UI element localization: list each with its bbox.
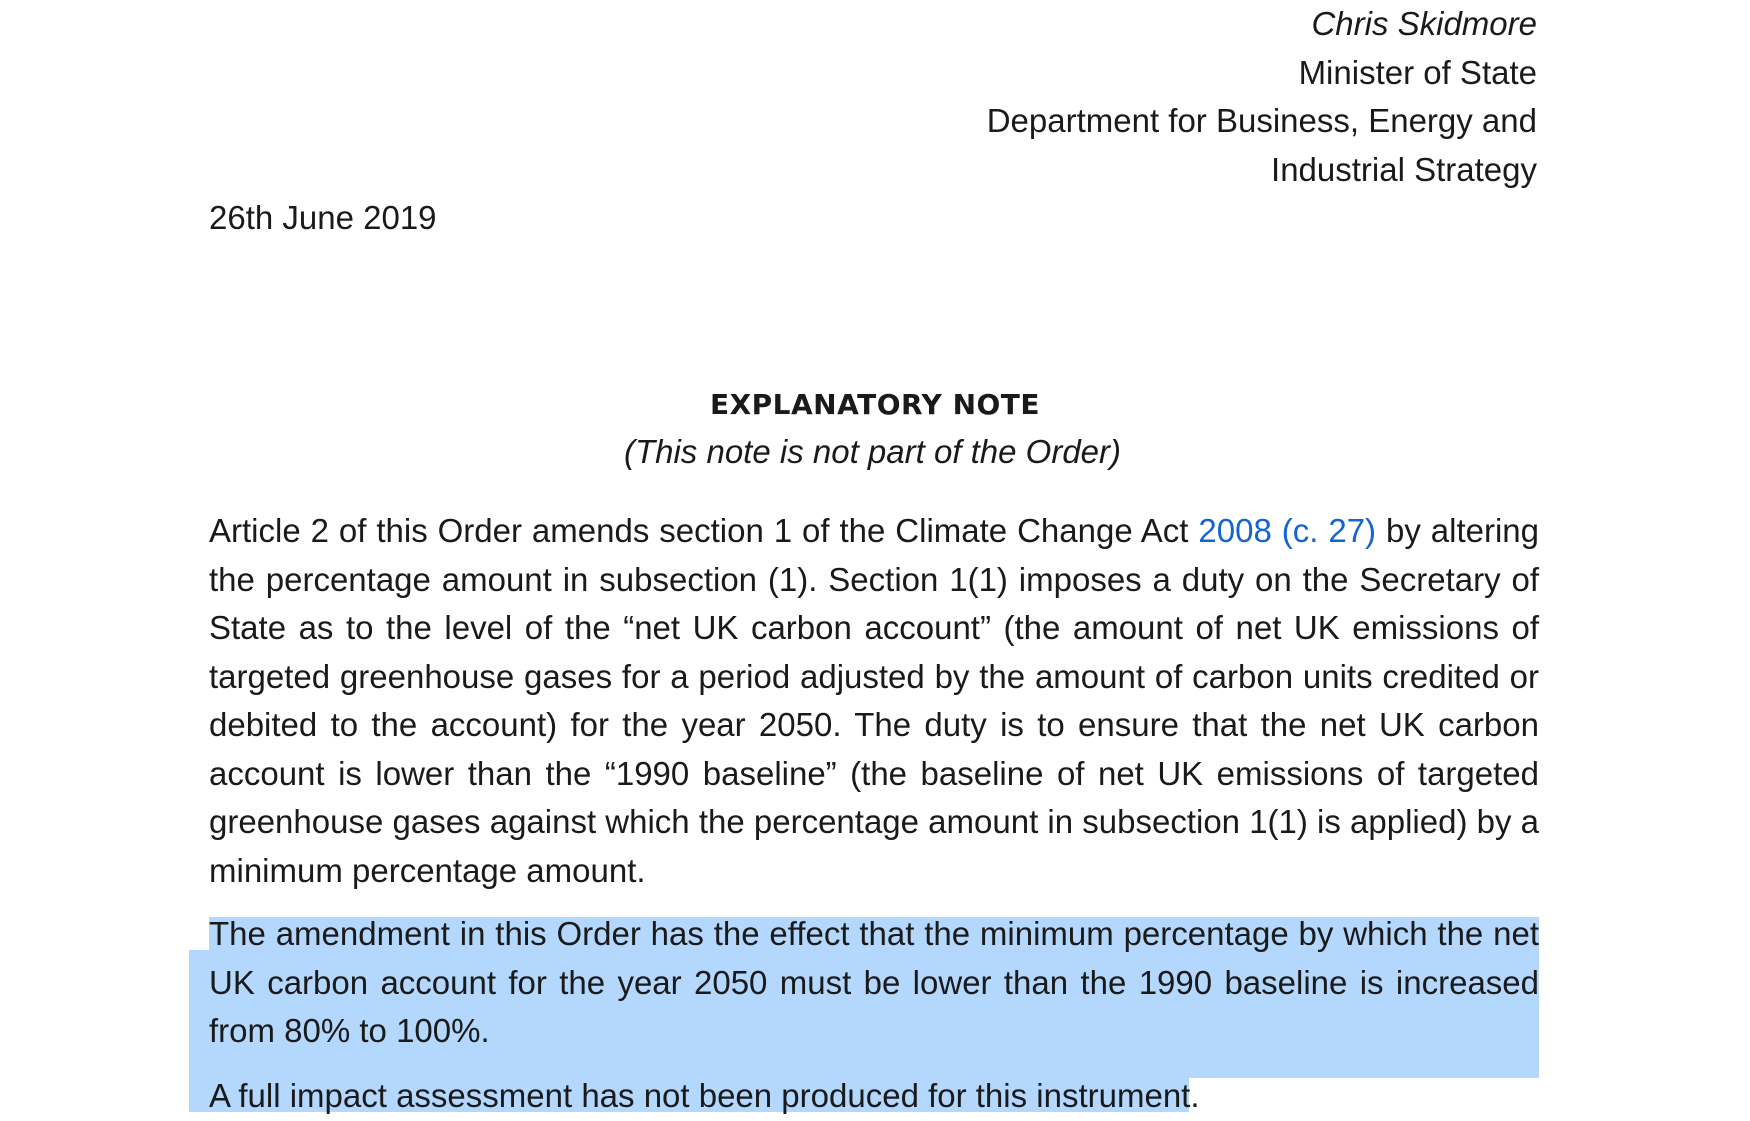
signatory-name: Chris Skidmore [1311,5,1537,42]
paragraph-article-2 [209,507,1539,895]
explanatory-note-subheading: (This note is not part of the Order) [623,433,1122,470]
document-date: 26th June 2019 [209,199,437,236]
signatory-role: Minister of State [1298,53,1537,91]
paragraph-amendment-effect[interactable]: The amendment in this Order has the effect that the minimum percentage by which the net UK carbon account for the year 2050 must be lower than the 1990 baseline is increased from 80% to 100%. [209,915,1539,1049]
signature-block [737,0,1537,194]
paragraph-impact-assessment[interactable]: A full impact assessment has not been produced for this instrument. [209,1077,1200,1114]
paragraph-text: by altering the percentage amount in subsection (1). Section 1(1) imposes a duty on the Secretary of State as to the level of the “net UK carbon account” (the amount of net UK emissions of targeted greenhouse gases for a period adjusted by the amount of carbon units credited or debited to the account) for the year 2050. The duty is to ensure that the net UK carbon account is lower than the “1990 baseline” (the baseline of net UK emissions of targeted greenhouse gases against which the percentage amount in subsection 1(1) is applied) by a minimum percentage amount. [209,512,1540,889]
act-citation-link[interactable]: 2008 (c. 27) [1198,512,1377,549]
department-line-1: Department for Business, Energy and [986,102,1537,139]
explanatory-note-heading: EXPLANATORY NOTE [709,388,1041,421]
paragraph-text: Article 2 of this Order amends section 1 of the Climate Change Act [209,512,1199,549]
department-line-2: Industrial Strategy [1271,150,1537,188]
